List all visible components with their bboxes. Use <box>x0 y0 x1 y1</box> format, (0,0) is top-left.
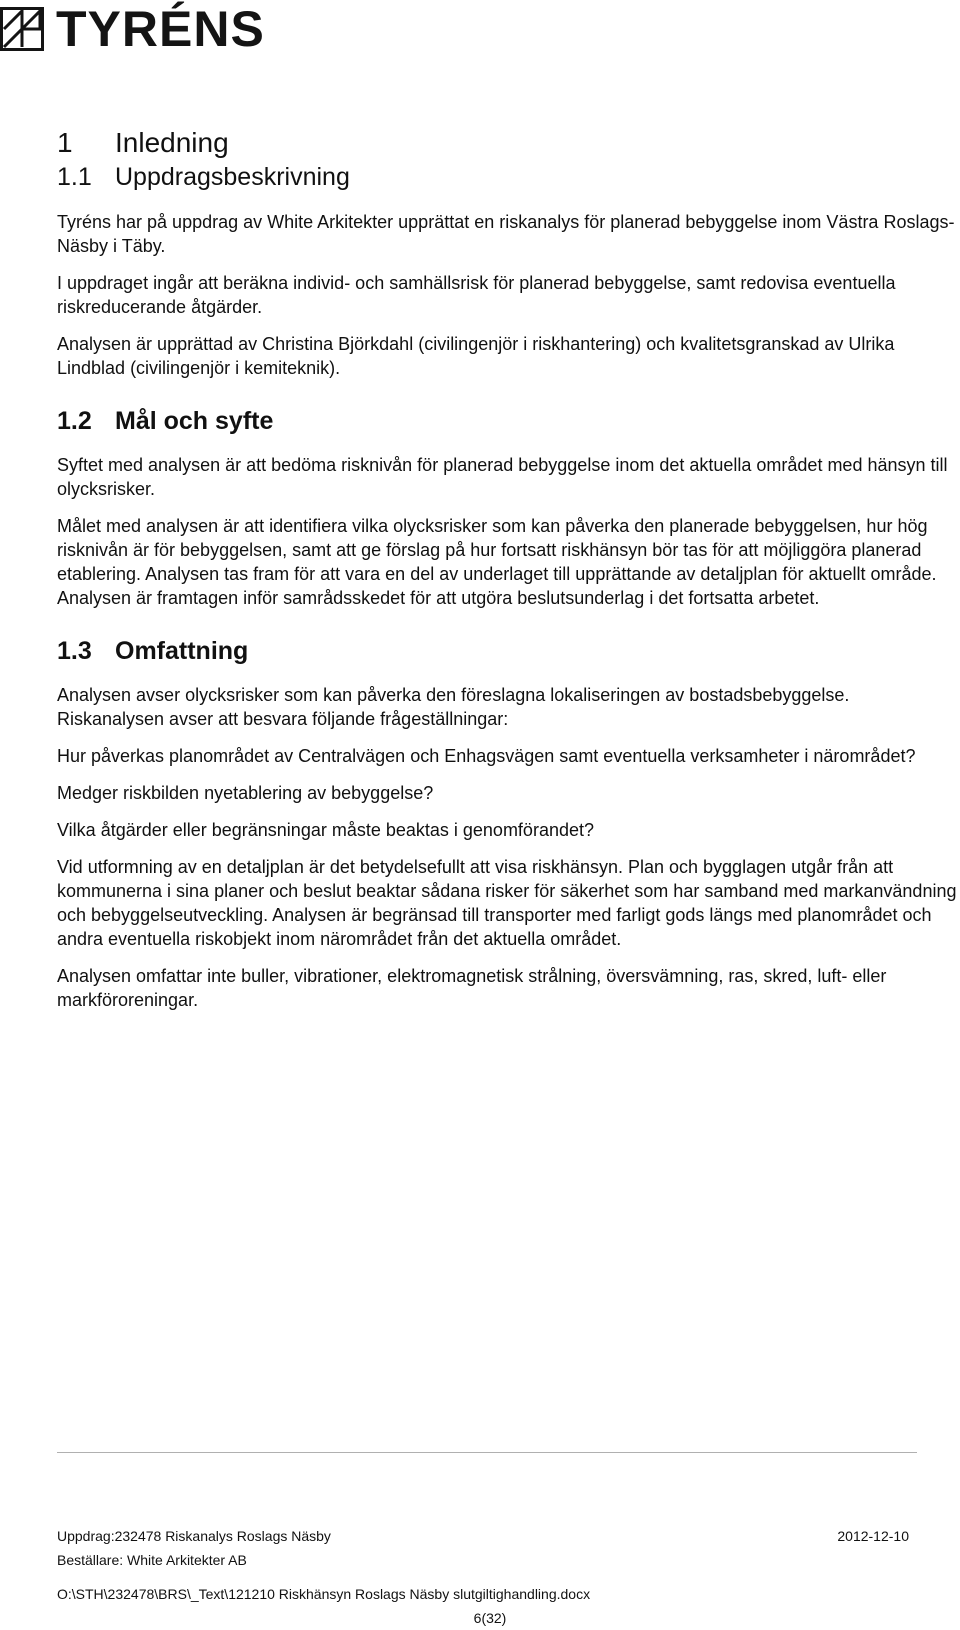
paragraph: Analysen avser olycksrisker som kan påverka den föreslagna lokaliseringen av bostadsbebyggelse. Riskanalysen avser att besvara följande frågeställningar: <box>57 685 850 729</box>
paragraph: Syftet med analysen är att bedöma risknivån för planerad bebyggelse inom det aktuella området med hänsyn till olycksrisker. <box>57 455 948 499</box>
section-heading-1-1 <box>57 161 957 193</box>
section-number: 1.2 <box>57 407 92 435</box>
footer-filepath-row <box>57 1585 909 1603</box>
heading-1 <box>57 125 957 161</box>
section-title: Omfattning <box>115 637 249 665</box>
company-logo <box>0 1 265 57</box>
footer-divider <box>57 1452 917 1453</box>
tyrens-logo-mark-icon <box>0 7 44 51</box>
heading-1-number: 1 <box>57 127 73 158</box>
heading-1-title: Inledning <box>115 127 229 158</box>
section-number: 1.1 <box>57 163 92 191</box>
section-heading-1-2 <box>57 405 957 437</box>
section-title: Mål och syfte <box>115 407 274 435</box>
paragraph: I uppdraget ingår att beräkna individ- och samhällsrisk för planerad bebyggelse, samt redovisa eventuella riskreducerande åtgärder. <box>57 273 896 317</box>
paragraph: Målet med analysen är att identifiera vilka olycksrisker som kan påverka den planerade bebyggelsen, hur hög risknivån är för bebyggelsen, samt att ge förslag på hur fortsatt riskhänsyn bör tas för att möjliggöra planerad etablering. Analysen tas fram för att vara en del av underlaget till upprättande av detaljplan för aktuellt område. Analysen är framtagen inför samrådsskedet för att utgöra beslutsunderlag i det fortsatta arbetet. <box>57 516 937 608</box>
logo-wordmark: TYRÉNS <box>56 1 265 57</box>
paragraph: Analysen omfattar inte buller, vibrationer, elektromagnetisk strålning, översvämning, ras, skred, luft- eller markföroreningar. <box>57 966 887 1010</box>
paragraph: Hur påverkas planområdet av Centralvägen och Enhagsvägen samt eventuella verksamheter i närområdet? <box>57 746 916 766</box>
section-title: Uppdragsbeskrivning <box>115 163 350 191</box>
footer-client-row <box>57 1551 909 1569</box>
paragraph: Medger riskbilden nyetablering av bebyggelse? <box>57 783 434 803</box>
footer-assignment-row <box>57 1527 909 1545</box>
footer-client: Beställare: White Arkitekter AB <box>57 1552 247 1568</box>
footer-filepath: O:\STH\232478\BRS\_Text\121210 Riskhänsyn Roslags Näsby slutgiltighandling.docx <box>57 1586 591 1602</box>
section-heading-1-3 <box>57 635 957 667</box>
paragraph: Vilka åtgärder eller begränsningar måste beaktas i genomförandet? <box>57 820 594 840</box>
footer-date: 2012-12-10 <box>837 1528 909 1544</box>
footer-assignment: Uppdrag:232478 Riskanalys Roslags Näsby <box>57 1528 331 1544</box>
document-body <box>57 125 957 1012</box>
paragraph: Tyréns har på uppdrag av White Arkitekter upprättat en riskanalys för planerad bebyggelse inom Västra Roslags-Näsby i Täby. <box>57 212 955 256</box>
paragraph: Vid utformning av en detaljplan är det betydelsefullt att visa riskhänsyn. Plan och bygglagen utgår från att kommunerna i sina planer och beslut beaktar sådana risker för säkerhet som har samband med markanvändning och bebyggelseutveckling. Analysen är begränsad till transporter med farligt gods längs med planområdet och andra eventuella riskobjekt inom närområdet från det aktuella området. <box>57 857 957 949</box>
paragraph: Analysen är upprättad av Christina Björkdahl (civilingenjör i riskhantering) och kvalitetsgranskad av Ulrika Lindblad (civilingenjör i kemiteknik). <box>57 334 895 378</box>
section-number: 1.3 <box>57 637 92 665</box>
page-number: 6(32) <box>473 1610 507 1626</box>
